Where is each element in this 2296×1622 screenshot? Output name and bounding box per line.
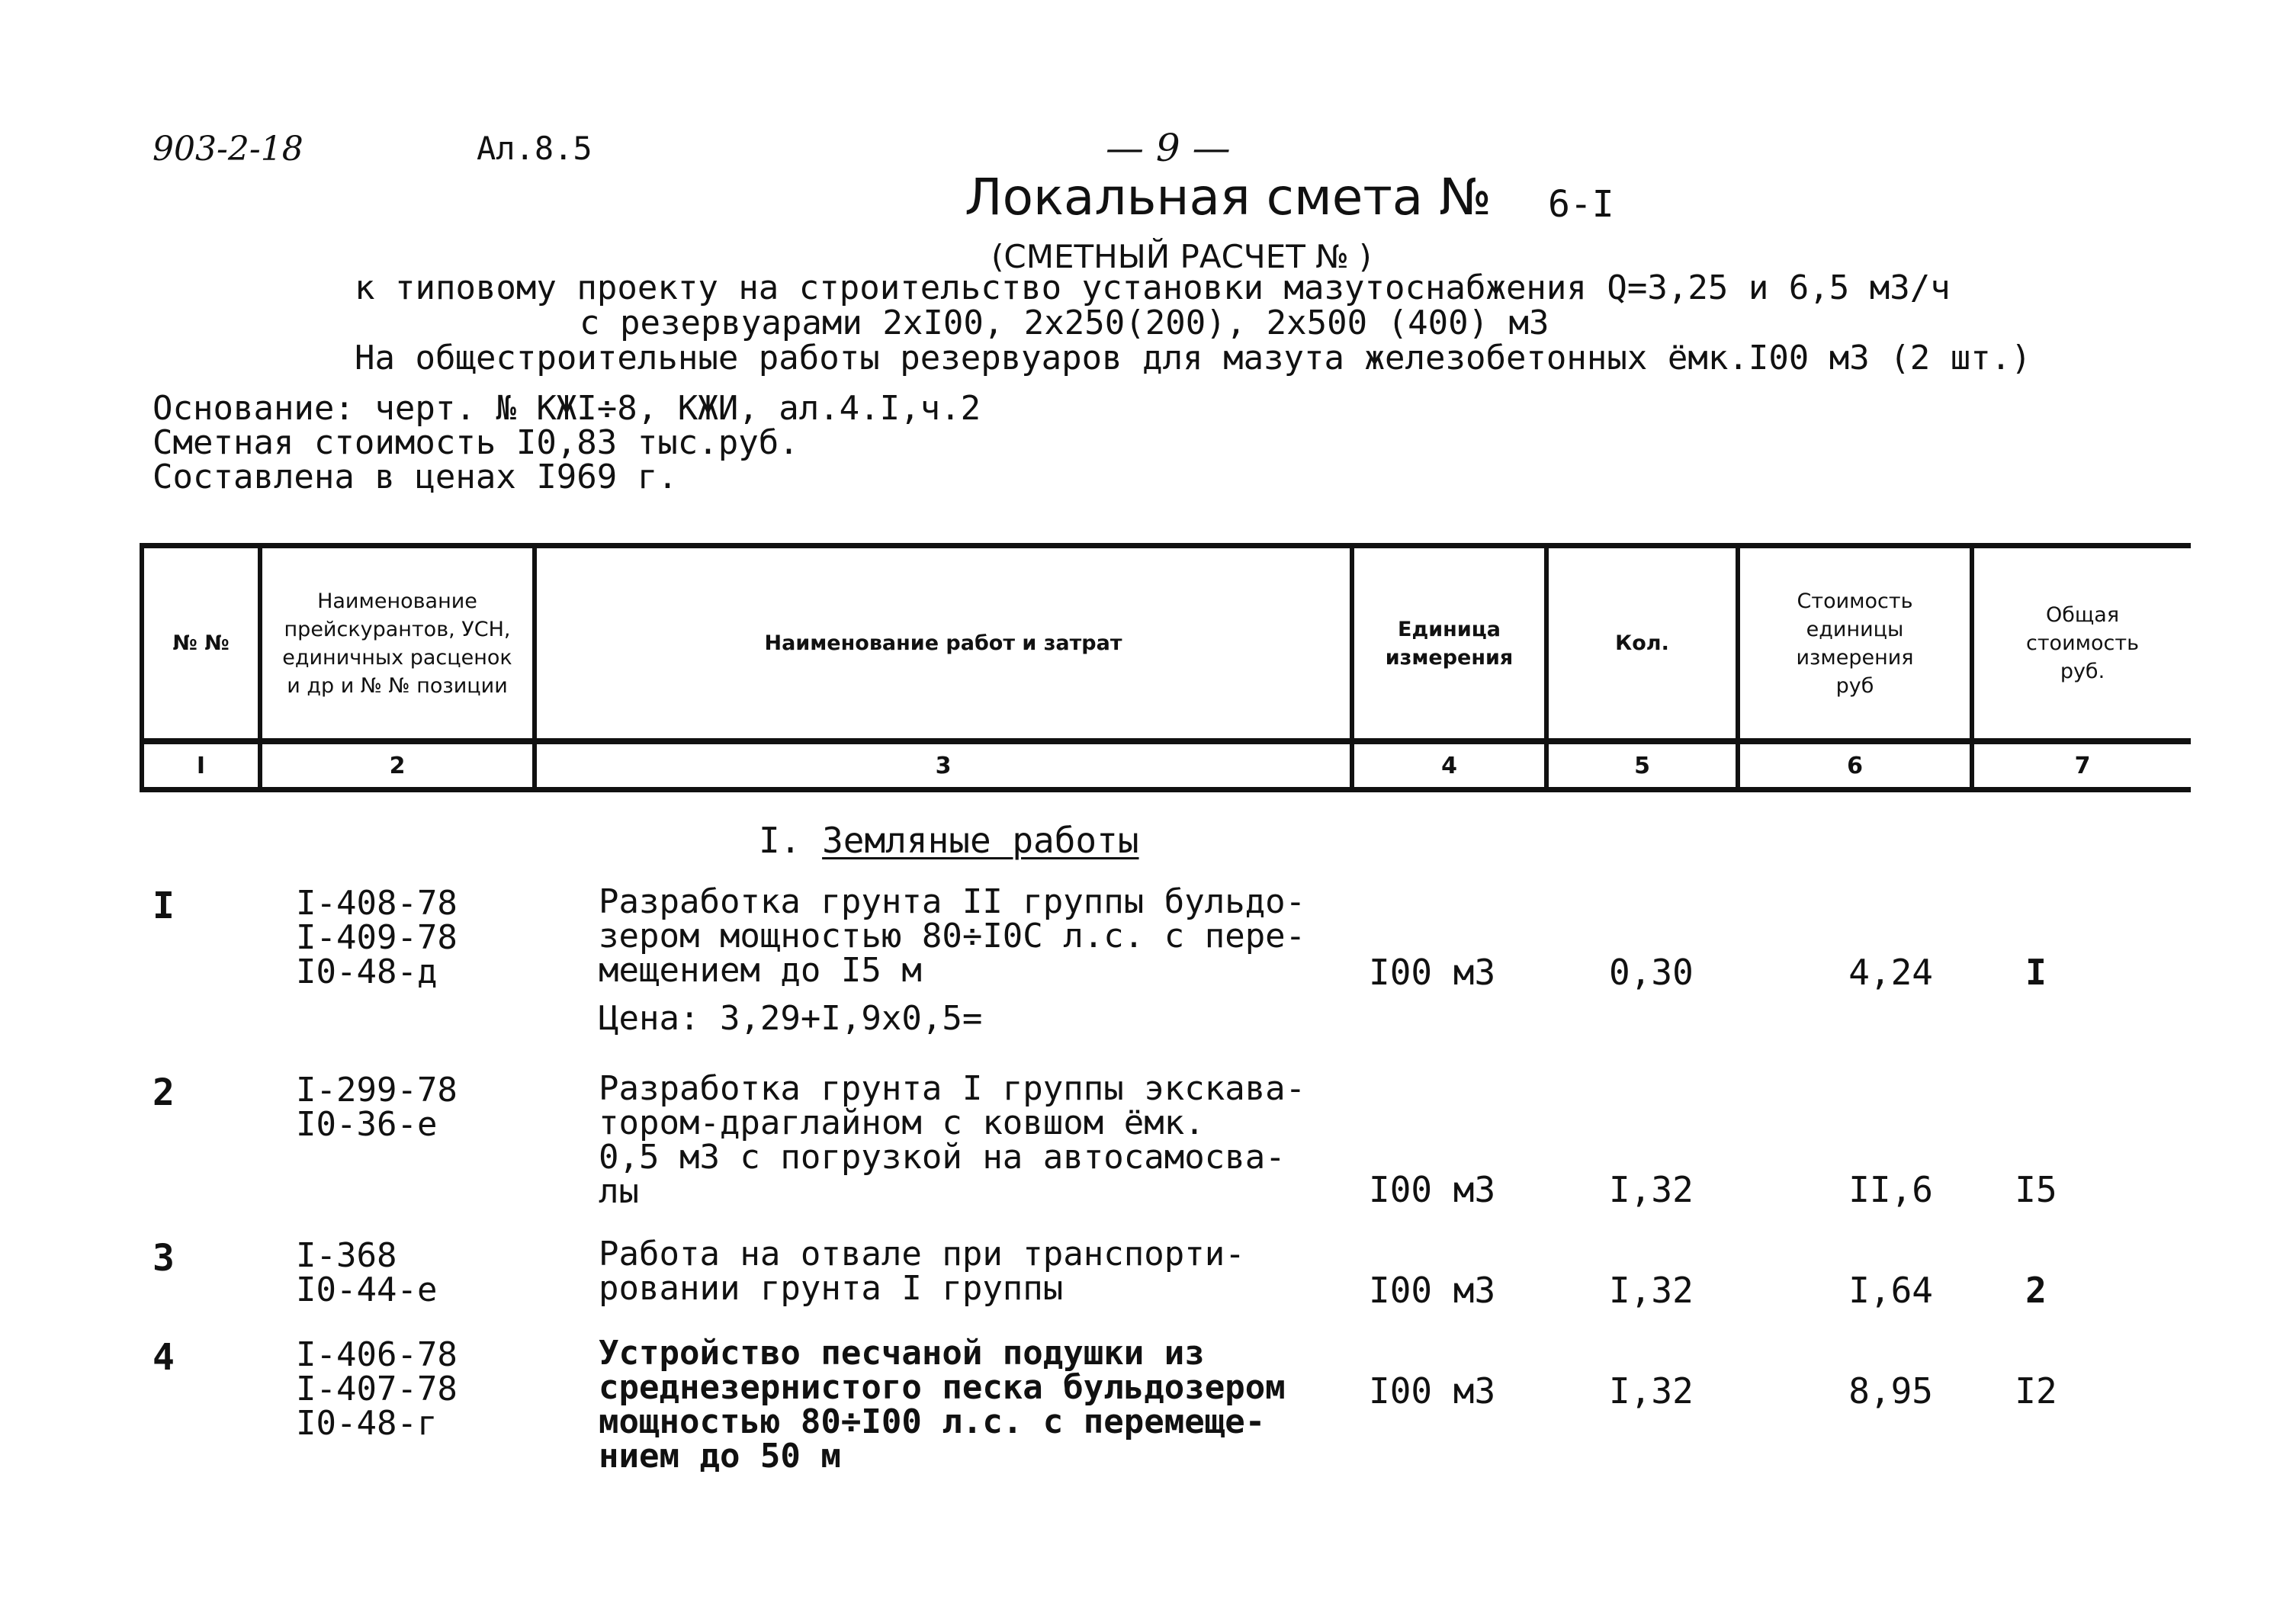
project-description-line-3: На общестроительные работы резервуаров для мазута железобетонных ёмк.I00 м3 (2 шт.) [355, 339, 2031, 377]
row-quantity: I,32 [1609, 1270, 1694, 1311]
row-quantity: I,32 [1609, 1370, 1694, 1412]
price-code: I-409-78 [296, 918, 458, 957]
row-total: 2 [2025, 1270, 2047, 1311]
row-number: 3 [153, 1237, 175, 1280]
price-code: I-406-78 [296, 1335, 458, 1374]
row-unit: I00 м3 [1369, 1169, 1496, 1210]
work-line: мощностью 80÷I00 л.с. с перемеще- [599, 1402, 1266, 1441]
document-code: 903-2-18 [153, 130, 303, 169]
project-description-line-1: к типовому проекту на строительство установки мазутоснабжения Q=3,25 и 6,5 м3/ч [355, 268, 1951, 307]
page-title [965, 168, 1492, 226]
project-description-line-2: с резервуарами 2xI00, 2x250(200), 2x500 (400) м3 [580, 304, 1549, 342]
price-code: I0-48-г [296, 1404, 438, 1443]
column-number-7: 7 [2074, 752, 2091, 779]
price-code: I0-48-д [296, 952, 438, 991]
work-line: лы [599, 1172, 639, 1211]
estimated-cost-line: Сметная стоимость I0,83 тыс.руб. [153, 423, 799, 462]
row-total: I2 [2015, 1370, 2057, 1412]
work-line: мещением до I5 м [599, 951, 922, 990]
price-code: I-299-78 [296, 1071, 458, 1110]
row-unit-cost: I,64 [1848, 1270, 1933, 1311]
column-number-4: 4 [1441, 752, 1457, 779]
column-number-6: 6 [1847, 752, 1863, 779]
basis-line: Основание: черт. № КЖI÷8, КЖИ, ал.4.I,ч.2 [153, 389, 981, 428]
row-quantity: 0,30 [1609, 952, 1694, 993]
title-text: Локальная смета № [965, 168, 1492, 226]
section-title: Земляные работы [822, 820, 1139, 861]
row-total: I5 [2015, 1169, 2057, 1210]
column-header-price-codes: Наименование прейскурантов, УСН, единичных расценок и др и № № позиции [282, 589, 512, 698]
price-code: I-408-78 [296, 884, 458, 923]
price-code: I-368 [296, 1236, 397, 1275]
section-number: I. [759, 820, 801, 861]
column-header-total-cost: Общая стоимость руб. [2025, 603, 2139, 683]
table-header [140, 543, 2191, 792]
work-line: Устройство песчаной подушки из [599, 1334, 1205, 1373]
work-line: нием до 50 м [599, 1437, 841, 1476]
work-line: Работа на отвале при транспорти- [599, 1235, 1245, 1274]
column-header-quantity: Кол. [1615, 631, 1669, 655]
row-unit-cost: 4,24 [1848, 952, 1933, 993]
row-unit: I00 м3 [1369, 1370, 1496, 1412]
page-number: — 9 — [1106, 126, 1231, 170]
row-number: 2 [153, 1071, 175, 1114]
work-line: тором-драглайном с ковшом ёмк. [599, 1103, 1205, 1142]
row-work-description [599, 882, 1306, 1038]
column-header-unit-cost: Стоимость единицы измерения руб [1796, 589, 1914, 698]
column-number-3: 3 [935, 752, 952, 779]
prices-year-line: Составлена в ценах I969 г. [153, 458, 678, 496]
row-unit: I00 м3 [1369, 952, 1496, 993]
row-unit-cost: 8,95 [1848, 1370, 1933, 1412]
work-line: зером мощностью 80÷I0С л.с. с пере- [599, 917, 1306, 956]
column-header-number: № № [172, 631, 230, 655]
table-bottom-border [140, 787, 2191, 792]
row-work-description [599, 1334, 1286, 1476]
row-total: I [2025, 952, 2047, 993]
row-work-description [599, 1237, 1245, 1306]
work-line: ровании грунта I группы [599, 1269, 1064, 1308]
work-line: 0,5 м3 с погрузкой на автосамосва- [599, 1138, 1286, 1177]
work-line: Разработка грунта II группы бульдо- [599, 882, 1306, 921]
row-quantity: I,32 [1609, 1169, 1694, 1210]
row-number: I [153, 885, 175, 927]
title-number: 6-I [1548, 183, 1614, 226]
row-unit-cost: II,6 [1848, 1169, 1933, 1210]
price-code: I0-44-е [296, 1270, 438, 1309]
row-work-description [599, 1071, 1305, 1209]
table-header-divider [140, 738, 2191, 744]
section-heading [759, 820, 1139, 861]
row-codes [296, 1073, 458, 1142]
row-unit: I00 м3 [1369, 1270, 1496, 1311]
column-header-work-name: Наименование работ и затрат [764, 631, 1122, 655]
column-header-unit: Единица измерения [1385, 617, 1514, 670]
album-reference: Ал.8.5 [477, 130, 592, 167]
row-codes [296, 1335, 458, 1443]
row-number: 4 [153, 1336, 175, 1379]
row-codes [296, 1238, 437, 1307]
subtitle: (СМЕТНЫЙ РАСЧЕТ № ) [991, 238, 1372, 275]
table-top-border [140, 543, 2191, 548]
price-note: Цена: 3,29+I,9x0,5= [599, 999, 983, 1038]
work-line: Разработка грунта I группы экскава- [599, 1069, 1306, 1108]
column-number-2: 2 [389, 752, 406, 779]
price-code: I-407-78 [296, 1370, 458, 1408]
work-line: среднезернистого песка бульдозером [599, 1368, 1286, 1407]
price-code: I0-36-е [296, 1105, 438, 1144]
column-number-1: I [196, 752, 206, 779]
column-number-5: 5 [1634, 752, 1650, 779]
row-codes [296, 886, 458, 989]
